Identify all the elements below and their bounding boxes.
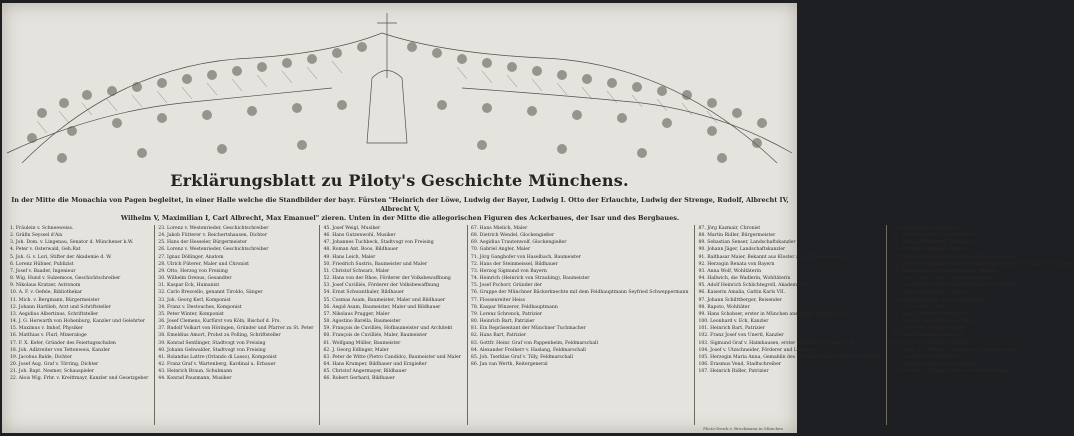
sheet-title: Erklärungsblatt zu Piloty's Geschichte Münchens. <box>170 171 629 190</box>
index-entry: 48. Roman Ant. Boos, Bildhauer <box>323 247 399 253</box>
index-entry: 62. J. Georg Edlinger, Maler <box>323 347 389 353</box>
index-entry: 68. Dietrich Wendel, Glockengießer <box>470 233 555 239</box>
index-entry: 120. Josef Gollwitzer, Sternwarte <box>890 311 968 317</box>
index-entry: 18. Joh. Adlzreiter von Tettenweis, Kanzler <box>10 347 110 353</box>
index-column <box>319 225 460 425</box>
index-column <box>154 225 313 425</box>
index-entry: 41. Rolandus Lattre (Orlando di Lasso), Komponist <box>158 354 277 360</box>
index-entry: 42. Franz Graf v. Wartenberg, Kardinal u. Erbauer <box>158 361 276 367</box>
index-entry: 123. Alois Senefelder, Erfinder <box>890 333 962 339</box>
index-entry: 113. Benjamin Thompson, Graf von Rumford, Gründer des Englischen Gartens <box>890 261 1074 267</box>
name-index <box>10 225 1074 425</box>
index-entry: 78. Kaspar Winzerer, Feldhauptmann <box>470 304 558 310</box>
index-entry: 9. Nikolaus Kratzer, Astronom <box>10 283 81 289</box>
index-entry: 21. Joh. Bapt. Nesmer, Schauspieler <box>10 369 95 375</box>
index-entry: 64. Hans Krumper, Bildhauer und Erzgießer <box>323 361 427 367</box>
index-entry: 76. Gruppe der Münchner Bäckerknechte mit dem Feldhauptmann Seyfried Schweppermann <box>470 290 689 296</box>
index-entry: 17. F. X. Kefer, Gründer des Feiertagsschulen <box>10 340 116 346</box>
index-entry: 13. Aegidius Albertinus, Schriftsteller <box>10 311 99 317</box>
index-entry: 22. Alois Wig. Frhr. v. Kreittmayr, Kanzler und Gesetzgeber <box>10 376 149 382</box>
index-entry: 89. Sebastian Senser, Landschaftskanzler <box>698 240 796 246</box>
index-entry: 43. Heinrich Braun, Schulmann <box>158 369 233 375</box>
index-entry: 46. Hans Gutzenwohl, Musiker <box>323 233 396 239</box>
index-entry: 2. Gräfin Seyssel d'Aix <box>10 233 63 239</box>
explanation-sheet <box>2 3 1074 433</box>
index-entry: 20. Josef Aug. Graf v. Törring, Dichter <box>10 361 99 367</box>
index-entry: 127. Christof Sausdassler, Wohltäter <box>890 361 976 367</box>
index-entry: 103. Sigmund Graf v. Haimhausen, erster Präsident der Akad. d. W. <box>698 340 856 346</box>
index-entry: 106. Erasmus Vend, Stadtschreiber <box>698 361 781 367</box>
index-entry: 8. Wig. Hund v. Sulzemoos, Geschichtschreiber <box>10 276 121 282</box>
index-entry: 55. Cosmas Asam, Baumeister, Maler und Bildhauer <box>323 297 446 303</box>
index-entry: 73. Herzog Sigmund von Bayern <box>470 268 547 274</box>
index-entry: 66. Robert Gerhard, Bildhauer <box>323 376 395 382</box>
index-entry: 26. Lorenz v. Westenrieder, Geschichtschreiber <box>158 247 269 253</box>
index-entry: 56. Aegid Asam, Baumeister, Maler und Bildhauer <box>323 304 441 310</box>
index-entry: 87. Jörg Kazmair, Chronist <box>698 226 761 231</box>
index-entry: 114. Maximilian Graf von Montgelas, Minister <box>890 268 999 274</box>
index-entry: 101. Heinrich Bart, Patrizier <box>698 326 765 332</box>
index-entry: 12. Johann Hartlieb, Arzt und Schriftsteller <box>10 304 111 310</box>
index-entry: 95. Adolf Heinrich Schlichtegroll, Akademiker <box>698 283 807 289</box>
index-entry: 126. Josef Möcker, Wohltäter <box>890 354 958 360</box>
index-entry: 38. Emeldius Amort, Probst zu Polling, Schriftsteller <box>158 333 281 339</box>
index-entry: 97. Johann Schilttberger, Reisender <box>698 297 782 303</box>
index-entry: 117. Benno Schönwerk, Patrizier <box>890 290 968 296</box>
index-entry: 63. Peter de Witte (Pietro Candido), Baumeister und Maler <box>323 354 461 360</box>
index-column <box>694 225 880 425</box>
index-entry: 90. Johann Jäger, Landschaftskanzler <box>698 247 786 253</box>
index-entry: 45. Josef Weigl, Musiker <box>323 226 381 231</box>
index-entry: 47. Johannes Tuchbeck, Stadtvogt von Freising <box>323 240 434 246</box>
index-entry: 53. Josef Cuvilliés, Förderer der Volksbewaffnung <box>323 283 440 289</box>
index-entry: 105. Herzogin Maria Anna, Gemahlin des Herzogs Clemens Franz von Bayern <box>698 354 881 360</box>
index-entry: 36. Josef Clemens, Kurfürst von Köln, Bischof d. Frs. <box>158 319 281 325</box>
index-entry: 98. Rapoto, Wohltäter <box>698 304 750 310</box>
index-entry: 32. Carlo Brescello, genannt Tiroldo, Sänger <box>158 290 263 296</box>
index-entry: 11. Mich. v. Bergmann, Bürgermeister <box>10 297 100 303</box>
index-entry: 69. Aegidius Trautenwolf, Glockengießer <box>470 240 567 246</box>
index-entry: 57. Nikolaus Prugger, Maler <box>323 311 390 317</box>
index-entry: 60. François de Cuvilliés, Maler, Baumeister <box>323 333 427 339</box>
index-entry: 44. Konrad Pausmann, Musiker <box>158 376 232 382</box>
index-entry: 81. Ein Repräsentant der Münchner Tuchmacher <box>470 326 586 332</box>
index-entry: 54. Ernst Schwanthaler, Bildhauer <box>323 290 404 296</box>
index-entry: 16. Matthias v. Flurl, Mineraloge <box>10 333 87 339</box>
index-entry: 72. Hans der Steinmeissel, Bildhauer <box>470 261 558 267</box>
index-entry: 122. Josef v. Fraunhofer, Optiker <box>890 326 967 332</box>
index-entry: 14. J. G. Herwarth von Hohenburg, Kanzler und Gelehrter <box>10 319 145 325</box>
index-entry: 61. Wolfgang Müller, Baumeister <box>323 340 401 346</box>
index-entry: 67. Hans Mielich, Maler <box>470 226 528 231</box>
subtitle <box>10 196 790 223</box>
index-entry: 82. Hans Bart, Patrizier <box>470 333 527 339</box>
index-entry: 31. Kaspar Eck, Humanist <box>158 283 220 289</box>
index-entry: 52. Hans von der Rhoe, Förderer der Volksbewaffnung <box>323 276 451 282</box>
index-entry: 75. Josef Pschorr, Gründer der <box>470 283 542 289</box>
index-entry: 23. Lorenz v. Westenrieder, Geschichtschreiber <box>158 226 269 231</box>
index-entry: 96. Kaiserin Amalia, Gattin Karls VII. <box>698 290 786 296</box>
index-entry: 80. Heinrich Bart, Patrizier <box>470 319 535 325</box>
index-entry: 49. Hans Leich, Maler <box>323 254 376 260</box>
index-entry: 77. Flossenreiter Heiss <box>470 297 525 303</box>
index-entry: 39. Konrad Sentlinger, Stadtvogt von Freising <box>158 340 266 346</box>
index-entry: 109. Ferdinand Bart, Bürgermeister <box>890 233 975 239</box>
index-entry: 35. Peter Winter, Komponist <box>158 311 224 317</box>
index-entry: 3. Joh. Dom. v. Lingenau, Senator d. Münchener k.W. <box>10 240 134 246</box>
index-column <box>886 225 1073 425</box>
index-column <box>10 225 148 425</box>
index-entry: 40. Johann Gebwalder, Stadtvogt von Freising <box>158 347 266 353</box>
index-entry: 29. Otto, Herzog von Freising <box>158 268 228 274</box>
engraving-figures <box>2 3 797 173</box>
index-column <box>467 225 689 425</box>
index-entry: 74. Heinrich (Heinrich von Straubing), Baumeister <box>470 276 590 282</box>
index-entry: 93. Anna Wolf, Wohltäterin <box>698 268 762 274</box>
index-entry: 99. Hans Schobser, erster in München ansässiger Buchdrucker <box>698 311 846 317</box>
subtitle-line: In der Mitte die Monachia von Pagen begleitet, in einer Halle welche die Standbilder der bayr. Fürsten "Heinrich der Löwe, Ludwig der Bayer, Ludwig I. Otto der Erlauchte, Ludwig der Strenge, Rudolf, Albrecht IV, Albrecht V, <box>11 196 789 213</box>
index-entry: 6. Lorenz Hübner, Publizist <box>10 261 74 267</box>
index-entry: 5. Joh. G. v. Lori, Stifter der Akademie d. W. <box>10 254 112 260</box>
index-entry: 115. Fried. Ludw. Sckell, Gartenbaumeister <box>890 276 993 282</box>
index-entry: 108. Gabriel Ridler, Patrizier <box>890 226 958 231</box>
index-entry: 79. Lorenz Schrenck, Patrizier <box>470 311 543 317</box>
index-entry: 125. Herm. Jos. Mitterer, Förderer der Steindruckerei <box>890 347 1017 353</box>
index-entry: 119. F. Xav. Ritter, Arzt <box>890 304 945 310</box>
index-entry: 4. Peter v. Osterwald, Geh.Rat <box>10 247 81 253</box>
index-entry: 116. Josef Martin Babo, Theaterintendant und Dichter <box>890 283 1017 289</box>
index-entry: 25. Hans der Hesseler, Bürgermeister <box>158 240 247 246</box>
index-entry: 84. Alexander Freiherr v. Haslang, Feldmarschall <box>470 347 586 353</box>
index-entry: 118. Jacharias Kisler, Arzt und Bildhauer <box>890 297 986 303</box>
index-entry: 70. Gabriel Angler, Maler <box>470 247 531 253</box>
index-entry: 71. Jörg Ganghofer von Haselbach, Baumeister <box>470 254 581 260</box>
index-entry: 58. Agostino Barella, Baumeister <box>323 319 401 325</box>
index-entry: 30. Wilhelm Orenus, Gesandter <box>158 276 232 282</box>
index-entry: 24. Jakob Fütterer v. Reichertshausen, Dichter <box>158 233 268 239</box>
index-entry: 104. Josef v. Utzschneider, Förderer und Landwirt <box>698 347 815 353</box>
index-entry: 59. François de Cuvilliés, Hofbaumeister und Architekt <box>323 326 453 332</box>
index-entry: 37. Rudolf Volkart von Höringen, Gründer und Pfarrer zu St. Peter <box>158 326 314 332</box>
index-entry: 50. Friedrich Sustris, Baumeister und Maler <box>323 261 428 267</box>
index-entry: 28. Ulrich Füterer, Maler und Chronist <box>158 261 249 267</box>
index-entry: 88. Martin Ridler, Bürgermeister <box>698 233 776 239</box>
index-entry: 7. Josef v. Baader, Ingenieur <box>10 268 76 274</box>
index-entry: 124. F. Xav. Gabelsberger, Erfinder <box>890 340 972 346</box>
index-entry: 10. A. F. v. Oefele, Bibliothekar <box>10 290 83 296</box>
printer-credit: Photo-Druck v. Bruckmann in München <box>703 426 783 431</box>
index-entry: 100. Leonhard v. Eck, Kanzler <box>698 319 769 325</box>
index-entry: 128. Joh. Mich. Föppel, Gründer des Waisenhauses <box>890 369 1010 375</box>
index-entry: 33. Joh. Georg Kerl, Komponist <box>158 297 231 303</box>
index-entry: 121. Georg v. Reichenbach, Erfinder <box>890 319 976 325</box>
index-entry: 107. Heinrich Ridler, Patrizier <box>698 369 769 375</box>
index-entry: 65. Christof Angermayer, Bildhauer <box>323 369 407 375</box>
index-entry: 34. Franz v. Destouches, Komponist <box>158 304 242 310</box>
index-entry: 15. Maximus v. Imhof, Physiker <box>10 326 83 332</box>
index-entry: 111. Ferdinand Lagaille, Fiktion <box>890 247 966 253</box>
index-entry: 85. Joh. Tserklas Graf v. Tilly, Feldmarschall <box>470 354 574 360</box>
index-entry: 19. Jacobus Balde, Dichter <box>10 354 73 360</box>
index-entry: 83. Gottfr. Heinr. Graf von Pappenheim, Feldmarschall <box>470 340 598 346</box>
index-entry: 51. Christof Schwarz, Maler <box>323 268 390 274</box>
index-entry: 110. Simon Reiffenstuel, Baumeister <box>890 240 976 246</box>
index-entry: 91. Balthasar Maier, Bekannt aus Kloster z. Landtagsschreiber <box>698 254 845 260</box>
index-entry: 27. Ignaz Döllinger, Anatom <box>158 254 224 260</box>
index-entry: 94. Hallwich, die Wadlerin, Wohltäterin <box>698 276 791 282</box>
index-entry: 102. Franz Josef von Unertl, Kanzler <box>698 333 784 339</box>
index-entry: 86. Jan van Werth, Reitergeneral <box>470 361 548 367</box>
index-entry: 1. Fräulein v. Schneeweiss. <box>10 226 74 231</box>
subtitle-line: Wilhelm V, Maximilian I, Carl Albrecht, Max Emanuel" zieren. Unten in der Mitte die allegorischen Figuren des Ackerbaues, der Isar und des Bergbaues. <box>120 214 680 222</box>
index-entry: 112. Georg Ludwig von Stoll, Generalfeldzeugmeister <box>890 254 1016 260</box>
index-entry: 92. Herzogin Renata von Bayern <box>698 261 775 267</box>
